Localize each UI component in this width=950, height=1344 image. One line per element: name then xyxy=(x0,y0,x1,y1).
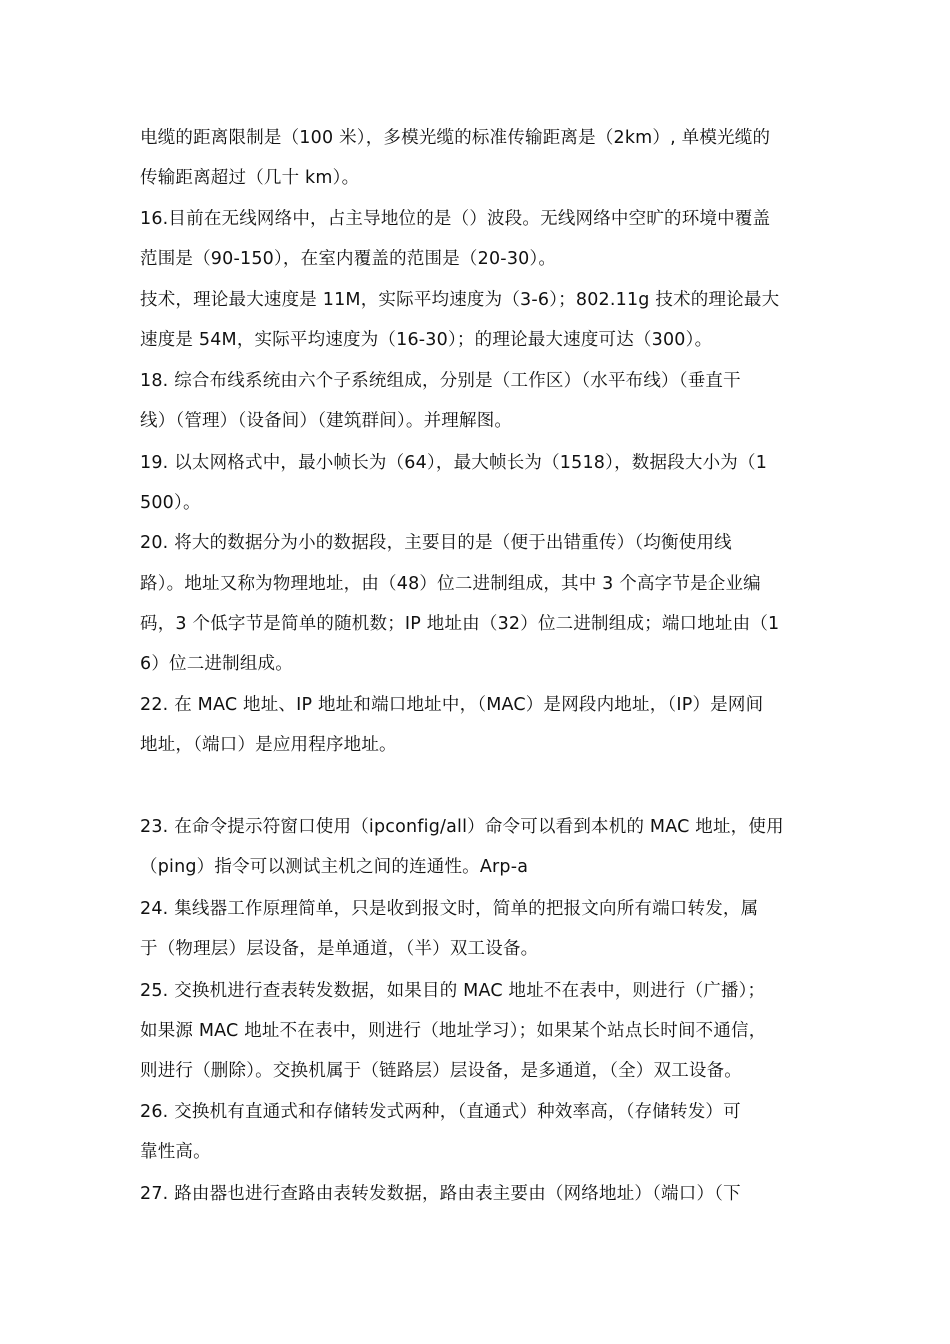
text-line: 电缆的距离限制是（100 米），多模光缆的标准传输距离是（2km）, 单模光缆的 xyxy=(140,128,771,148)
text-line: （ping）指令可以测试主机之间的连通性。Arp-a xyxy=(140,857,529,877)
text-line: 传输距离超过（几十 km）。 xyxy=(140,168,360,188)
text-line: 23. 在命令提示符窗口使用（ipconfig/all）命令可以看到本机的 MAC 地址，使用 xyxy=(140,817,784,837)
text-line: 码，3 个低字节是简单的随机数；IP 地址由（32）位二进制组成；端口地址由（1 xyxy=(140,614,780,634)
text-line: 20. 将大的数据分为小的数据段，主要目的是（便于出错重传）（均衡使用线 xyxy=(140,533,732,553)
text-line: 500）。 xyxy=(140,493,201,513)
text-line: 18. 综合布线系统由六个子系统组成，分别是（工作区）（水平布线）（垂直干 xyxy=(140,371,741,391)
text-line: 26. 交换机有直通式和存储转发式两种，（直通式）种效率高，（存储转发）可 xyxy=(140,1102,741,1122)
text-line: 路）。地址又称为物理地址，由（48）位二进制组成，其中 3 个高字节是企业编 xyxy=(140,574,761,594)
text-line: 则进行（删除）。交换机属于（链路层）层设备，是多通道，（全）双工设备。 xyxy=(140,1061,742,1081)
text-line: 22. 在 MAC 地址、IP 地址和端口地址中，（MAC）是网段内地址，（IP）是网间 xyxy=(140,695,764,715)
text-line: 19. 以太网格式中，最小帧长为（64），最大帧长为（1518），数据段大小为（1 xyxy=(140,453,768,473)
text-line: 技术，理论最大速度是 11M，实际平均速度为（3-6）；802.11g 技术的理论最大 xyxy=(140,290,780,310)
text-line: 地址，（端口）是应用程序地址。 xyxy=(140,735,397,755)
text-line: 靠性高。 xyxy=(140,1142,211,1162)
text-line: 如果源 MAC 地址不在表中，则进行（地址学习）；如果某个站点长时间不通信， xyxy=(140,1021,767,1041)
text-line: 24. 集线器工作原理简单，只是收到报文时，简单的把报文向所有端口转发，属 xyxy=(140,899,759,919)
text-line: 速度是 54M，实际平均速度为（16-30）；的理论最大速度可达（300）。 xyxy=(140,330,713,350)
text-line: 范围是（90-150），在室内覆盖的范围是（20-30）。 xyxy=(140,249,557,269)
text-line: 16.目前在无线网络中，占主导地位的是（）波段。无线网络中空旷的环境中覆盖 xyxy=(140,209,771,229)
text-line: 线）（管理）（设备间）（建筑群间）。并理解图。 xyxy=(140,411,513,431)
text-line: 25. 交换机进行查表转发数据，如果目的 MAC 地址不在表中，则进行（广播）； xyxy=(140,981,766,1001)
text-line: 6）位二进制组成。 xyxy=(140,654,293,674)
text-line: 27. 路由器也进行查路由表转发数据，路由表主要由（网络地址）（端口）（下 xyxy=(140,1184,741,1204)
text-line: 于（物理层）层设备，是单通道，（半）双工设备。 xyxy=(140,939,539,959)
